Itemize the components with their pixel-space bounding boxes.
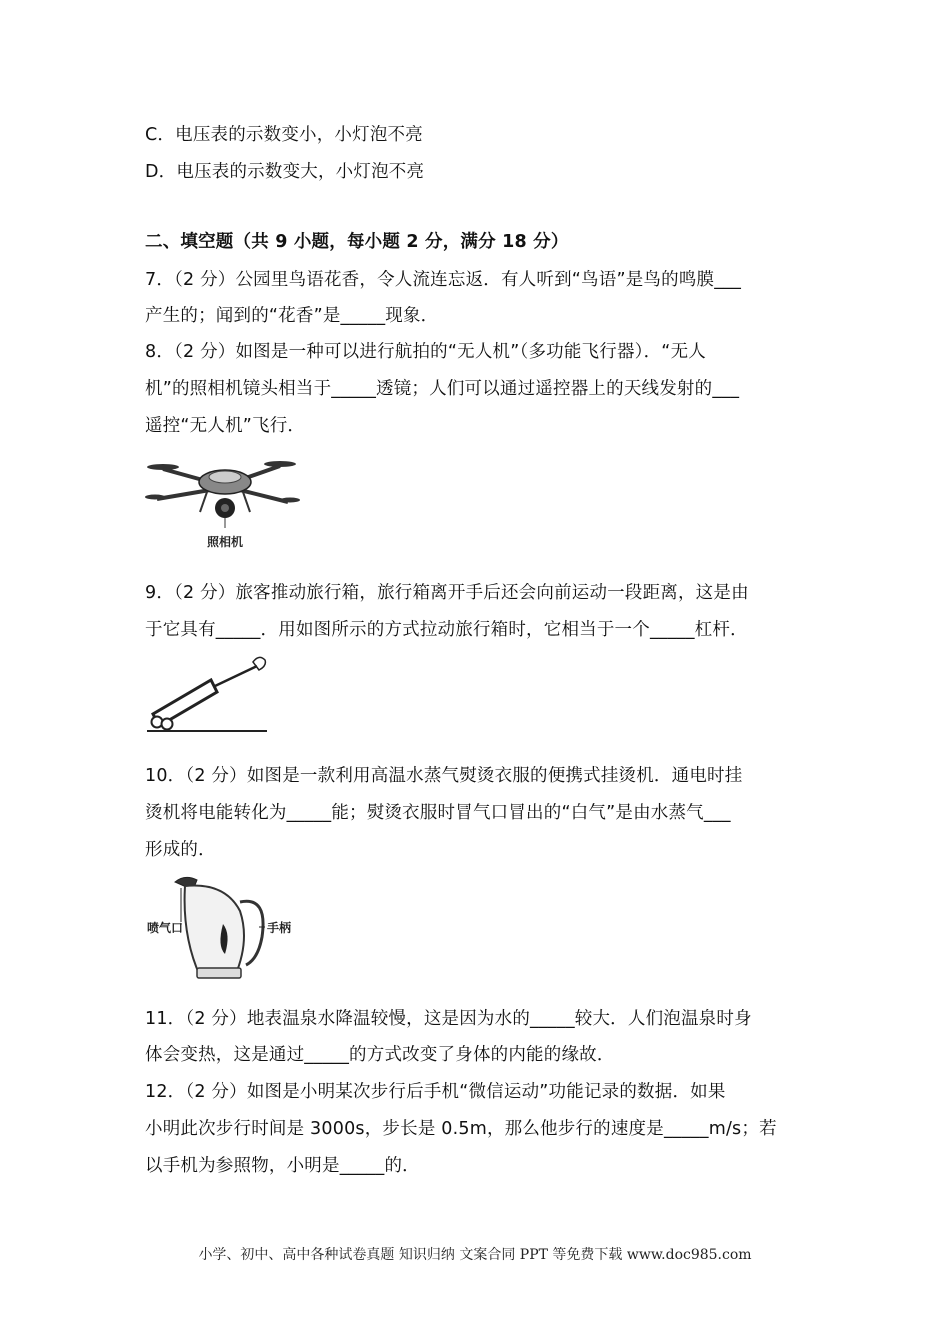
page-footer: 小学、初中、高中各种试卷真题 知识归纳 文案合同 PPT 等免费下载 www.doc985.com xyxy=(198,1247,752,1263)
drone-figure xyxy=(145,452,300,552)
q9-line1: 9．（2 分）旅客推动旅行箱，旅行箱离开手后还会向前运动一段距离，这是由 xyxy=(145,583,749,603)
q10-line3: 形成的． xyxy=(145,840,216,860)
q12-line2: 小明此次步行时间是 3000s，步长是 0.5m，那么他步行的速度是_____m/s；若 xyxy=(145,1119,777,1139)
q7-line1: 7．（2 分）公园里鸟语花香，令人流连忘返．有人听到“鸟语”是鸟的鸣膜___ xyxy=(145,270,742,290)
q11-line1: 11．（2 分）地表温泉水降温较慢，这是因为水的_____较大．人们泡温泉时身 xyxy=(145,1009,752,1029)
option-d: D．电压表的示数变大，小灯泡不亮 xyxy=(145,162,425,182)
suitcase-figure xyxy=(145,652,270,734)
camera-label: 照相机 xyxy=(207,535,244,549)
section-title: 二、填空题（共 9 小题，每小题 2 分，满分 18 分） xyxy=(145,232,569,252)
q12-line1: 12．（2 分）如图是小明某次步行后手机“微信运动”功能记录的数据．如果 xyxy=(145,1082,726,1102)
q10-line1: 10．（2 分）如图是一款利用高温水蒸气熨烫衣服的便携式挂烫机．通电时挂 xyxy=(145,766,743,786)
q8-line2: 机”的照相机镜头相当于_____透镜；人们可以通过遥控器上的天线发射的___ xyxy=(145,379,740,399)
q9-line2: 于它具有_____．用如图所示的方式拉动旅行箱时，它相当于一个_____杠杆． xyxy=(145,620,748,640)
q11-line2: 体会变热，这是通过_____的方式改变了身体的内能的缘故． xyxy=(145,1045,615,1065)
q12-line3: 以手机为参照物，小明是_____的． xyxy=(145,1156,420,1176)
q8-line3: 遥控“无人机”飞行． xyxy=(145,416,306,436)
q7-line2: 产生的；闻到的“花香”是_____现象． xyxy=(145,306,439,326)
option-c: C．电压表的示数变小，小灯泡不亮 xyxy=(145,125,423,145)
nozzle-label: 喷气口 xyxy=(147,921,184,935)
q8-line1: 8．（2 分）如图是一种可以进行航拍的“无人机”（多功能飞行器）．“无人 xyxy=(145,342,706,362)
steamer-figure xyxy=(145,872,310,984)
handle-label: 手柄 xyxy=(267,921,292,935)
q10-line2: 烫机将电能转化为_____能；熨烫衣服时冒气口冒出的“白气”是由水蒸气___ xyxy=(145,803,731,823)
